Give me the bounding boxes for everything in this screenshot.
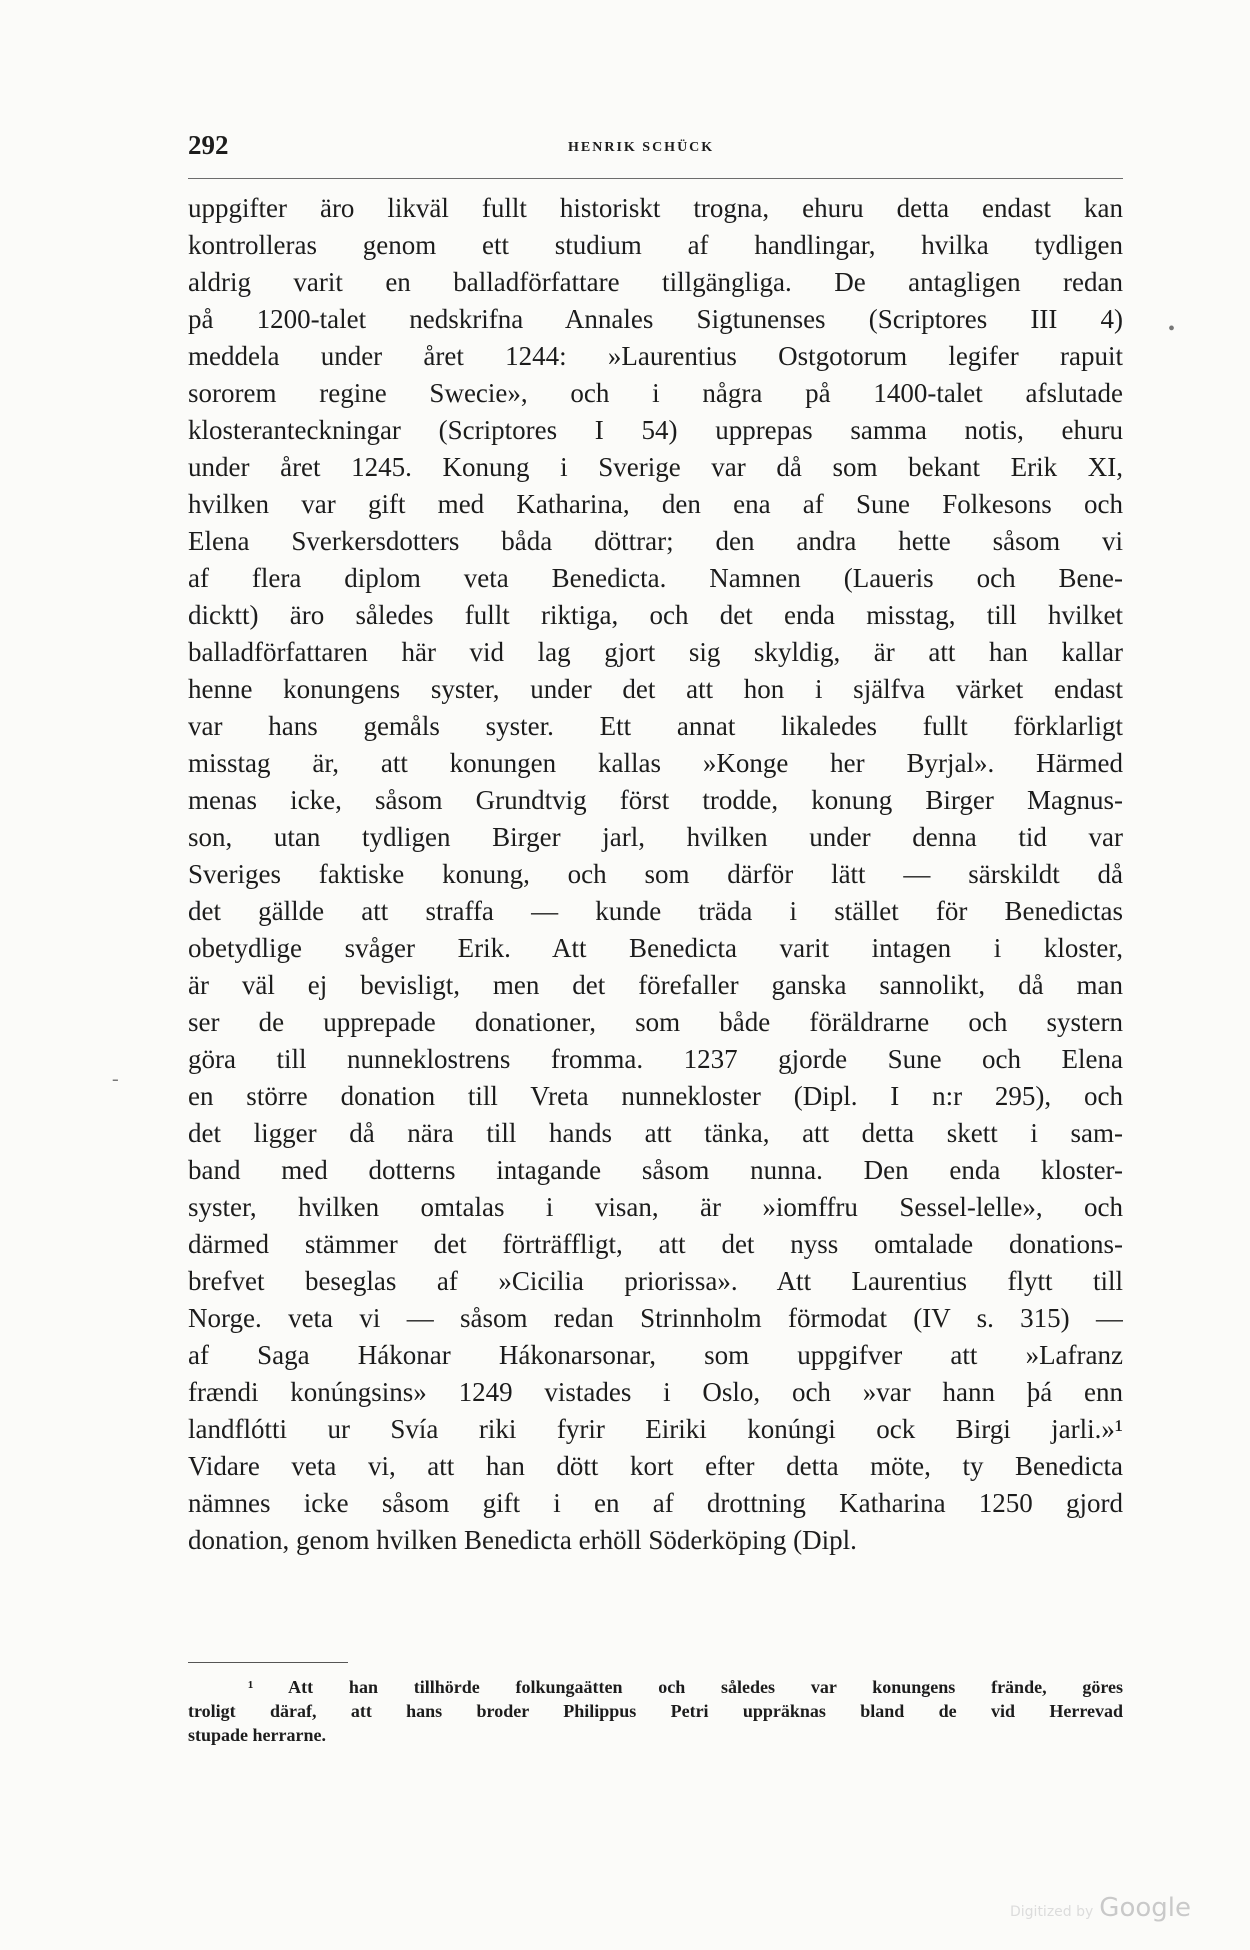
body-text xyxy=(188,190,1123,1559)
margin-dot-mark: • xyxy=(1168,318,1176,340)
footnote-line: ¹ Att han tillhörde folkungaätten och således var konungens frände, göres xyxy=(248,1677,1123,1697)
text-line: brefvet beseglas af »Cicilia priorissa». Att Laurentius flytt till xyxy=(188,1266,1123,1296)
text-line: göra till nunneklostrens fromma. 1237 gjorde Sune och Elena xyxy=(188,1044,1123,1074)
footnote-rule xyxy=(188,1662,348,1663)
text-line: ser de upprepade donationer, som både föräldrarne och systern xyxy=(188,1007,1123,1037)
footnote-line: troligt däraf, att hans broder Philippus Petri uppräknas bland de vid Herrevad xyxy=(188,1701,1123,1721)
text-line: balladförfattaren här vid lag gjort sig skyldig, är att han kallar xyxy=(188,637,1123,667)
text-line: under året 1245. Konung i Sverige var då som bekant Erik XI, xyxy=(188,452,1123,482)
text-line: landflótti ur Svía riki fyrir Eiriki konúngi ock Birgi jarli.»¹ xyxy=(188,1414,1123,1444)
text-line: det ligger då nära till hands att tänka, att detta skett i sam- xyxy=(188,1118,1123,1148)
text-line: henne konungens syster, under det att hon i själfva värket endast xyxy=(188,674,1123,704)
text-line: donation, genom hvilken Benedicta erhöll Söderköping (Dipl. xyxy=(188,1525,857,1555)
text-line: syster, hvilken omtalas i visan, är »iomffru Sessel-lelle», och xyxy=(188,1192,1123,1222)
running-head: HENRIK SCHÜCK xyxy=(568,140,715,155)
text-line: band med dotterns intagande såsom nunna. Den enda kloster- xyxy=(188,1155,1123,1185)
text-line: af Saga Hákonar Hákonarsonar, som uppgifver att »Lafranz xyxy=(188,1340,1123,1370)
page-header xyxy=(188,130,1123,170)
text-line: är väl ej bevisligt, men det förefaller ganska sannolikt, då man xyxy=(188,970,1123,1000)
text-line: klosteranteckningar (Scriptores I 54) upprepas samma notis, ehuru xyxy=(188,415,1123,445)
text-line: af flera diplom veta Benedicta. Namnen (Laueris och Bene- xyxy=(188,563,1123,593)
header-rule xyxy=(188,178,1123,179)
text-line: på 1200-talet nedskrifna Annales Sigtunenses (Scriptores III 4) xyxy=(188,304,1123,334)
text-line: aldrig varit en balladförfattare tillgängliga. De antagligen redan xyxy=(188,267,1123,297)
page-number: 292 xyxy=(188,130,229,160)
text-line: Norge. veta vi — såsom redan Strinnholm förmodat (IV s. 315) — xyxy=(188,1303,1123,1333)
text-line: kontrolleras genom ett studium af handlingar, hvilka tydligen xyxy=(188,230,1123,260)
text-line: uppgifter äro likväl fullt historiskt trogna, ehuru detta endast kan xyxy=(188,193,1123,223)
text-line: Elena Sverkersdotters båda döttrar; den andra hette såsom vi xyxy=(188,526,1123,556)
margin-dash-mark: - xyxy=(112,1068,119,1090)
text-line: son, utan tydligen Birger jarl, hvilken under denna tid var xyxy=(188,822,1123,852)
text-line: hvilken var gift med Katharina, den ena af Sune Folkesons och xyxy=(188,489,1123,519)
text-line: sororem regine Swecie», och i några på 1400-talet afslutade xyxy=(188,378,1123,408)
text-line: Vidare veta vi, att han dött kort efter detta möte, ty Benedicta xyxy=(188,1451,1123,1481)
text-line: en större donation till Vreta nunnekloster (Dipl. I n:r 295), och xyxy=(188,1081,1123,1111)
text-line: därmed stämmer det förträffligt, att det nyss omtalade donations- xyxy=(188,1229,1123,1259)
text-line: frændi konúngsins» 1249 vistades i Oslo, och »var hann þá enn xyxy=(188,1377,1123,1407)
digitization-watermark xyxy=(1010,1893,1191,1923)
text-line: obetydlige svåger Erik. Att Benedicta varit intagen i kloster, xyxy=(188,933,1123,963)
text-line: var hans gemåls syster. Ett annat likaledes fullt förklarligt xyxy=(188,711,1123,741)
text-line: menas icke, såsom Grundtvig först trodde, konung Birger Magnus- xyxy=(188,785,1123,815)
text-line: Sveriges faktiske konung, och som därför lätt — särskildt då xyxy=(188,859,1123,889)
watermark-prefix: Digitized by xyxy=(1010,1904,1094,1920)
text-line: nämnes icke såsom gift i en af drottning Katharina 1250 gjord xyxy=(188,1488,1123,1518)
footnote xyxy=(188,1675,1123,1747)
footnote-line: stupade herrarne. xyxy=(188,1725,326,1745)
text-line: dicktt) äro således fullt riktiga, och det enda misstag, till hvilket xyxy=(188,600,1123,630)
text-line: meddela under året 1244: »Laurentius Ostgotorum legifer rapuit xyxy=(188,341,1123,371)
text-line: det gällde att straffa — kunde träda i stället för Benedictas xyxy=(188,896,1123,926)
text-line: misstag är, att konungen kallas »Konge her Byrjal». Härmed xyxy=(188,748,1123,778)
watermark-brand: Google xyxy=(1099,1893,1191,1923)
